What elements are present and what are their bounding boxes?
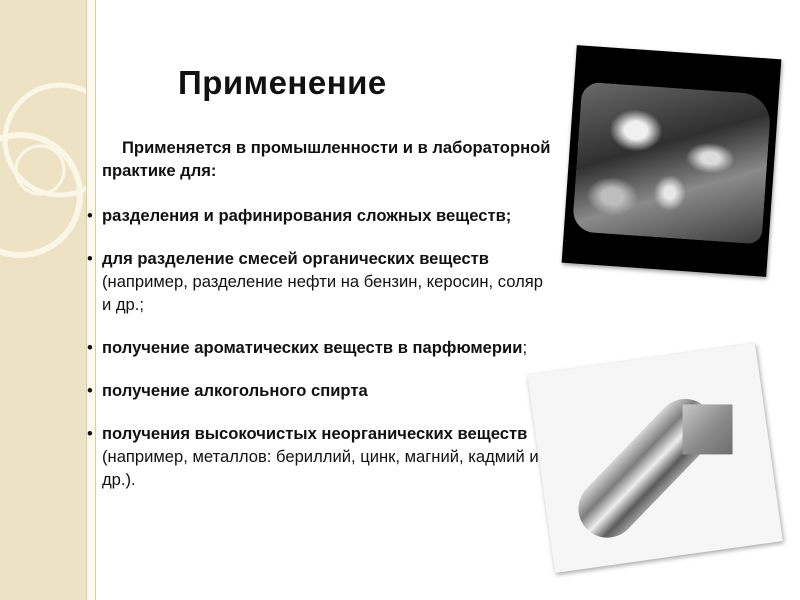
item-bold-text: разделения и рафинирования сложных веществ; <box>102 206 512 225</box>
mineral-chunk-photo <box>562 45 782 277</box>
page-title: Применение <box>178 64 387 101</box>
circle-pattern-icon <box>0 0 86 600</box>
content-body <box>84 136 554 511</box>
item-bold-text: для разделение смесей органических веществ <box>102 249 489 268</box>
decorative-sidebar <box>0 0 86 600</box>
bullet: • <box>87 249 93 268</box>
item-normal-text: ; <box>522 338 528 357</box>
metal-rod-cube-photo <box>527 343 783 573</box>
bullet: • <box>87 424 93 443</box>
list-item <box>84 422 554 491</box>
bullet: • <box>87 338 93 357</box>
item-bold-text: получение ароматических веществ в парфюмерии <box>102 338 523 357</box>
list-item <box>84 336 554 359</box>
list-item <box>84 247 554 316</box>
item-normal-text: (например, разделение нефти на бензин, керосин, соляр и др.; <box>102 272 544 314</box>
bullet: • <box>87 381 93 400</box>
item-bold-text: получение алкогольного спирта <box>102 381 368 400</box>
intro-text: Применяется в промышленности и в лабораторной практике для: <box>102 138 551 180</box>
list-item <box>84 379 554 402</box>
item-bold-text: получения высокочистых неорганических веществ <box>102 424 528 443</box>
mineral-chunk-icon <box>572 82 772 245</box>
item-normal-text: (например, металлов: бериллий, цинк, магний, кадмий и др.). <box>102 447 539 489</box>
metal-cube-icon <box>683 404 733 454</box>
list-item <box>84 204 554 227</box>
bullet: • <box>87 206 93 225</box>
